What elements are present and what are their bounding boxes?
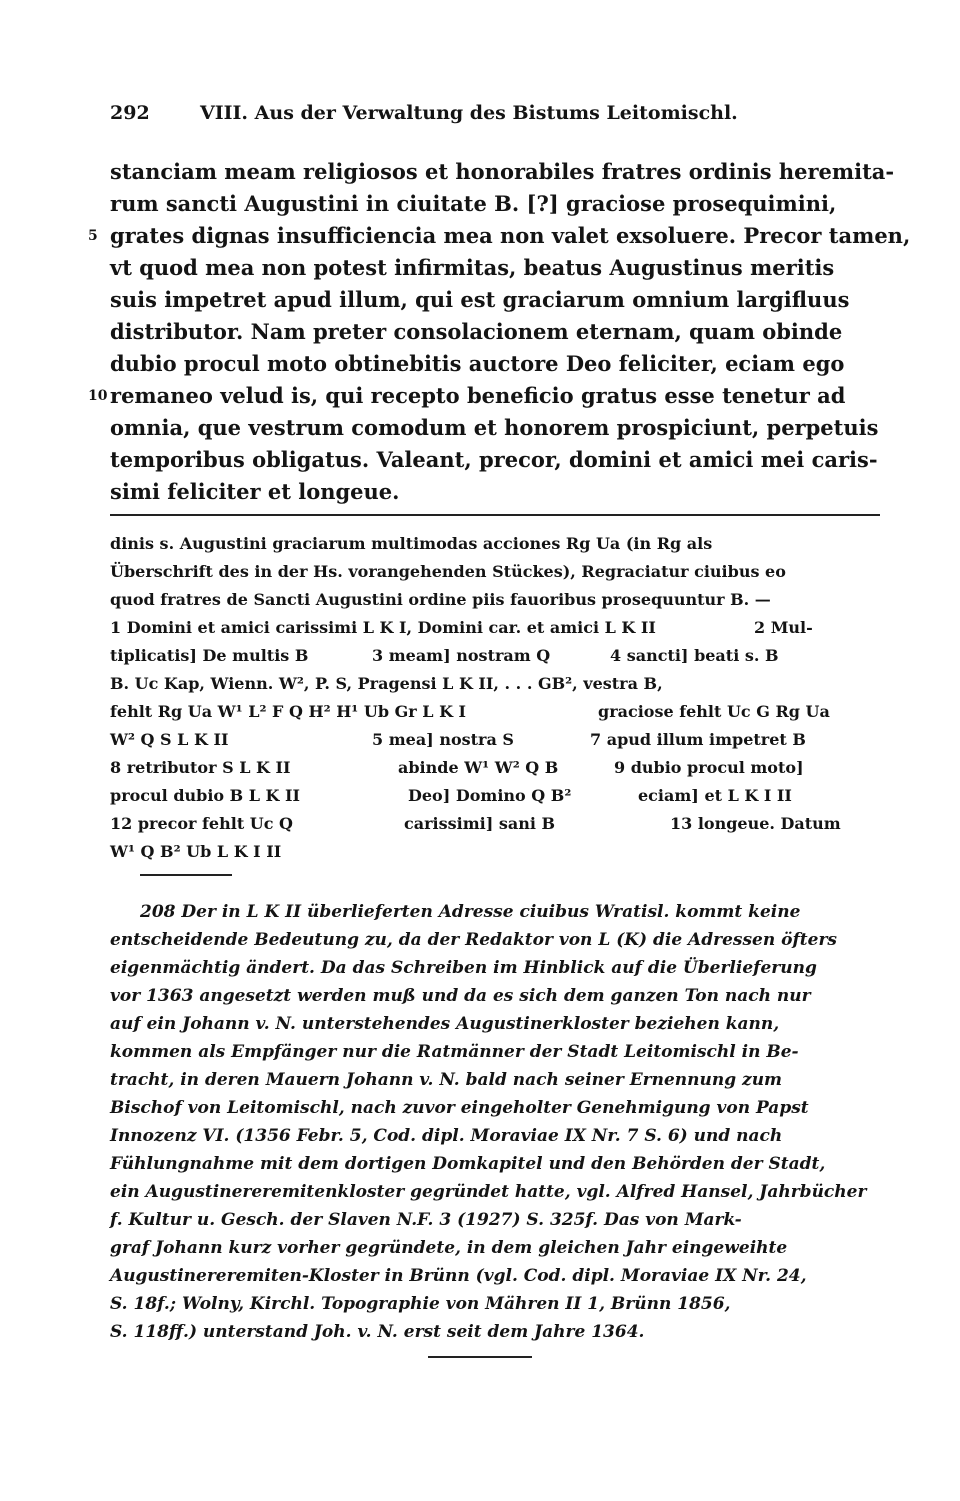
note-line: auf ein Johann v. N. unterstehendes Augustinerkloster beziehen kann, [110, 1014, 780, 1034]
apparatus-entry: 3 meam] nostram Q [372, 646, 551, 665]
note-line: eigenmächtig ändert. Da das Schreiben im Hinblick auf die Überlieferung [110, 958, 817, 978]
text-line-content: vt quod mea non potest infirmitas, beatus Augustinus meritis [110, 255, 835, 280]
text-line-content: omnia, que vestrum comodum et honorem prospiciunt, perpetuis [110, 415, 879, 440]
text-line-content: temporibus obligatus. Valeant, precor, domini et amici mei caris- [110, 447, 878, 472]
apparatus-line [110, 838, 880, 866]
apparatus-line [110, 754, 880, 782]
apparatus-entry: W² Q S L K II [110, 730, 229, 749]
apparatus-entry: Deo] Domino Q B² [408, 786, 572, 805]
text-line [110, 252, 880, 284]
apparatus-entry: procul dubio B L K II [110, 786, 300, 805]
running-title: VIII. Aus der Verwaltung des Bistums Leitomischl. [200, 102, 738, 124]
text-line-content: rum sancti Augustini in ciuitate B. [?] graciose prosequimini, [110, 191, 837, 216]
apparatus-entry: W¹ Q B² Ub L K I II [110, 842, 282, 861]
text-line [110, 156, 895, 188]
note-line: entscheidende Bedeutung zu, da der Redaktor von L (K) die Adressen öfters [110, 930, 837, 950]
line-number: 10 [88, 388, 108, 404]
end-rule [428, 1356, 532, 1358]
apparatus-entry: carissimi] sani B [404, 814, 556, 833]
apparatus-entry: graciose fehlt Uc G Rg Ua [598, 702, 830, 721]
apparatus-entry: 13 longeue. Datum [670, 814, 841, 833]
note-line: Fühlungnahme mit dem dortigen Domkapitel und den Behörden der Stadt, [110, 1154, 826, 1174]
text-line-content: dubio procul moto obtinebitis auctore Deo feliciter, eciam ego [110, 351, 845, 376]
note-line: S. 118ff.) unterstand Joh. v. N. erst seit dem Jahre 1364. [110, 1322, 645, 1342]
apparatus-entry: 8 retributor S L K II [110, 758, 291, 777]
apparatus-entry: 1 Domini et amici carissimi L K I, Domini car. et amici L K II [110, 618, 656, 637]
line-number: 5 [88, 228, 98, 244]
apparatus-entry: 2 Mul- [754, 618, 813, 637]
apparatus-line [110, 726, 880, 754]
apparatus-entry: B. Uc Kap, Wienn. W², P. S, Pragensi L K II, . . . GB², vestra B, [110, 674, 663, 693]
note-line: S. 18f.; Wolny, Kirchl. Topographie von Mähren II 1, Brünn 1856, [110, 1294, 731, 1314]
text-line [110, 316, 880, 348]
text-line-content: stanciam meam religiosos et honorabiles fratres ordinis heremita- [110, 159, 895, 184]
critical-apparatus [110, 530, 880, 866]
text-line [110, 188, 880, 220]
note-line: 208 Der in L K II überlieferten Adresse ciuibus Wratisl. kommt keine [140, 902, 801, 922]
note-line: Innozenz VI. (1356 Febr. 5, Cod. dipl. Moraviae IX Nr. 7 S. 6) und nach [110, 1126, 783, 1146]
apparatus-line [110, 670, 880, 698]
apparatus-line [110, 614, 880, 642]
apparatus-entry: Überschrift des in der Hs. vorangehenden Stückes), Regraciatur ciuibus eo [110, 562, 786, 581]
note-line: Augustinereremiten-Kloster in Brünn (vgl. Cod. dipl. Moraviae IX Nr. 24, [110, 1266, 807, 1286]
text-line [110, 444, 880, 476]
apparatus-divider-rule [110, 514, 880, 516]
apparatus-entry: dinis s. Augustini graciarum multimodas acciones Rg Ua (in Rg als [110, 534, 713, 553]
text-line-content: grates dignas insufficiencia mea non valet exsoluere. Precor tamen, [110, 223, 911, 248]
apparatus-line [110, 586, 880, 614]
note-line: ein Augustinereremitenkloster gegründet hatte, vgl. Alfred Hansel, Jahrbücher [110, 1182, 867, 1202]
note-line: tracht, in deren Mauern Johann v. N. bald nach seiner Ernennung zum [110, 1070, 783, 1090]
text-line [110, 476, 880, 508]
note-line: kommen als Empfänger nur die Ratmänner der Stadt Leitomischl in Be- [110, 1042, 799, 1062]
apparatus-entry: quod fratres de Sancti Augustini ordine piis fauoribus prosequuntur B. — [110, 590, 771, 609]
apparatus-entry: tiplicatis] De multis B [110, 646, 309, 665]
text-line [88, 380, 880, 412]
text-line [110, 284, 880, 316]
note-line: f. Kultur u. Gesch. der Slaven N.F. 3 (1927) S. 325f. Das von Mark- [110, 1210, 742, 1230]
text-line [110, 412, 880, 444]
apparatus-entry: abinde W¹ W² Q B [398, 758, 559, 777]
apparatus-line [110, 558, 880, 586]
note-line: graf Johann kurz vorher gegründete, in dem gleichen Jahr eingeweihte [110, 1238, 788, 1258]
commentary-notes [110, 898, 880, 1346]
apparatus-entry: 4 sancti] beati s. B [610, 646, 779, 665]
text-line [110, 348, 880, 380]
text-line-content: remaneo velud is, qui recepto beneficio gratus esse tenetur ad [110, 383, 846, 408]
note-line: vor 1363 angesetzt werden muß und da es sich dem ganzen Ton nach nur [110, 986, 811, 1006]
apparatus-entry: 5 mea] nostra S [372, 730, 514, 749]
text-line-content: simi feliciter et longeue. [110, 479, 400, 504]
text-line [88, 220, 911, 252]
apparatus-line [110, 530, 880, 558]
apparatus-entry: 9 dubio procul moto] [614, 758, 804, 777]
apparatus-line [110, 642, 880, 670]
note-line: Bischof von Leitomischl, nach zuvor eingeholter Genehmigung von Papst [110, 1098, 809, 1118]
apparatus-entry: eciam] et L K I II [638, 786, 792, 805]
text-line-content: suis impetret apud illum, qui est graciarum omnium largifluus [110, 287, 850, 312]
apparatus-entry: 12 precor fehlt Uc Q [110, 814, 293, 833]
apparatus-line [110, 698, 880, 726]
apparatus-line [110, 810, 880, 838]
apparatus-entry: fehlt Rg Ua W¹ L² F Q H² H¹ Ub Gr L K I [110, 702, 467, 721]
notes-divider-rule [140, 874, 232, 876]
apparatus-entry: 7 apud illum impetret B [590, 730, 806, 749]
page-number: 292 [110, 102, 150, 124]
apparatus-line [110, 782, 880, 810]
running-header [110, 102, 880, 132]
text-line-content: distributor. Nam preter consolacionem eternam, quam obinde [110, 319, 843, 344]
main-text [88, 156, 911, 508]
